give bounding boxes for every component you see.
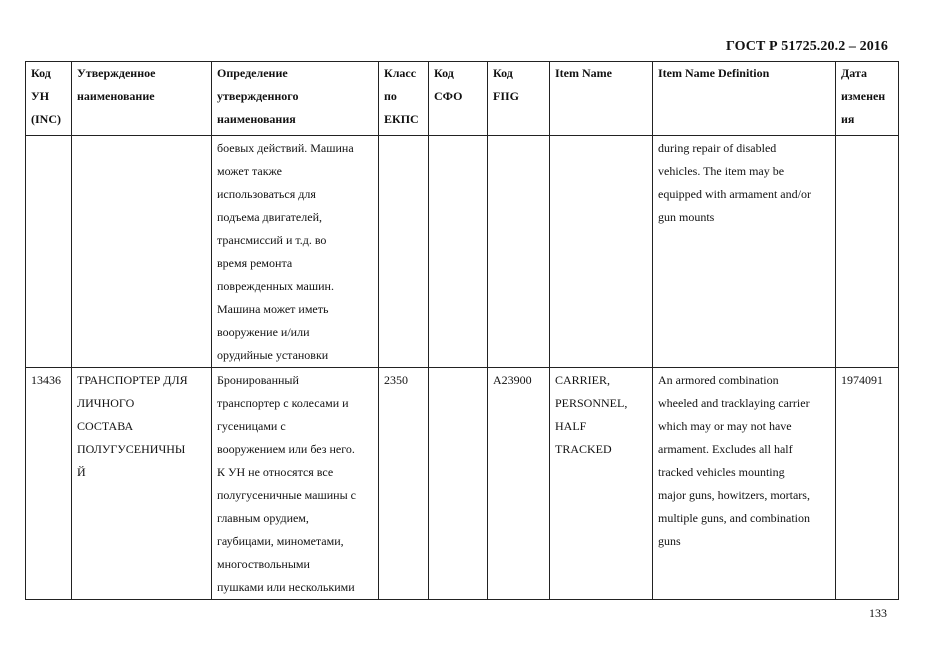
header-class: Класс по ЕКПС [379,62,429,136]
header-change-date: Дата изменен ия [836,62,899,136]
table-row [26,368,899,600]
cell-class [379,136,429,368]
header-item-name: Item Name [550,62,653,136]
classification-table [25,61,899,600]
cell-fiig-code [488,136,550,368]
header-inc-code: Код УН (INC) [26,62,72,136]
cell-fiig-code: A23900 [488,368,550,600]
cell-class: 2350 [379,368,429,600]
header-fiig-code: Код FIIG [488,62,550,136]
cell-name-definition: Бронированный транспортер с колесами и гусеницами с вооружением или без него. К УН не относятся все полугусеничные машины с главным орудием, гаубицами, минометами, многоствольными пушками или несколькими [212,368,379,600]
cell-sfo-code [429,368,488,600]
cell-name-definition: боевых действий. Машина может также использоваться для подъема двигателей, трансмиссий и т.д. во время ремонта поврежденных машин. Машина может иметь вооружение и/или орудийные установки [212,136,379,368]
table-row [26,136,899,368]
cell-approved-name [72,136,212,368]
cell-item-name-definition: An armored combination wheeled and tracklaying carrier which may or may not have armament. Excludes all half tracked vehicles mounting major guns, howitzers, mortars, multiple guns, and combination guns [653,368,836,600]
cell-item-name-definition: during repair of disabled vehicles. The item may be equipped with armament and/or gun mounts [653,136,836,368]
header-approved-name: Утвержденное наименование [72,62,212,136]
cell-sfo-code [429,136,488,368]
cell-change-date [836,136,899,368]
cell-item-name [550,136,653,368]
header-item-name-definition: Item Name Definition [653,62,836,136]
header-name-definition: Определение утвержденного наименования [212,62,379,136]
cell-approved-name: ТРАНСПОРТЕР ДЛЯ ЛИЧНОГО СОСТАВА ПОЛУГУСЕНИЧНЫ Й [72,368,212,600]
table-header-row [26,62,899,136]
header-sfo-code: Код СФО [429,62,488,136]
cell-inc-code: 13436 [26,368,72,600]
cell-inc-code [26,136,72,368]
document-title: ГОСТ Р 51725.20.2 – 2016 [725,39,888,54]
cell-item-name: CARRIER, PERSONNEL, HALF TRACKED [550,368,653,600]
cell-change-date: 1974091 [836,368,899,600]
page-number: 133 [869,606,887,620]
